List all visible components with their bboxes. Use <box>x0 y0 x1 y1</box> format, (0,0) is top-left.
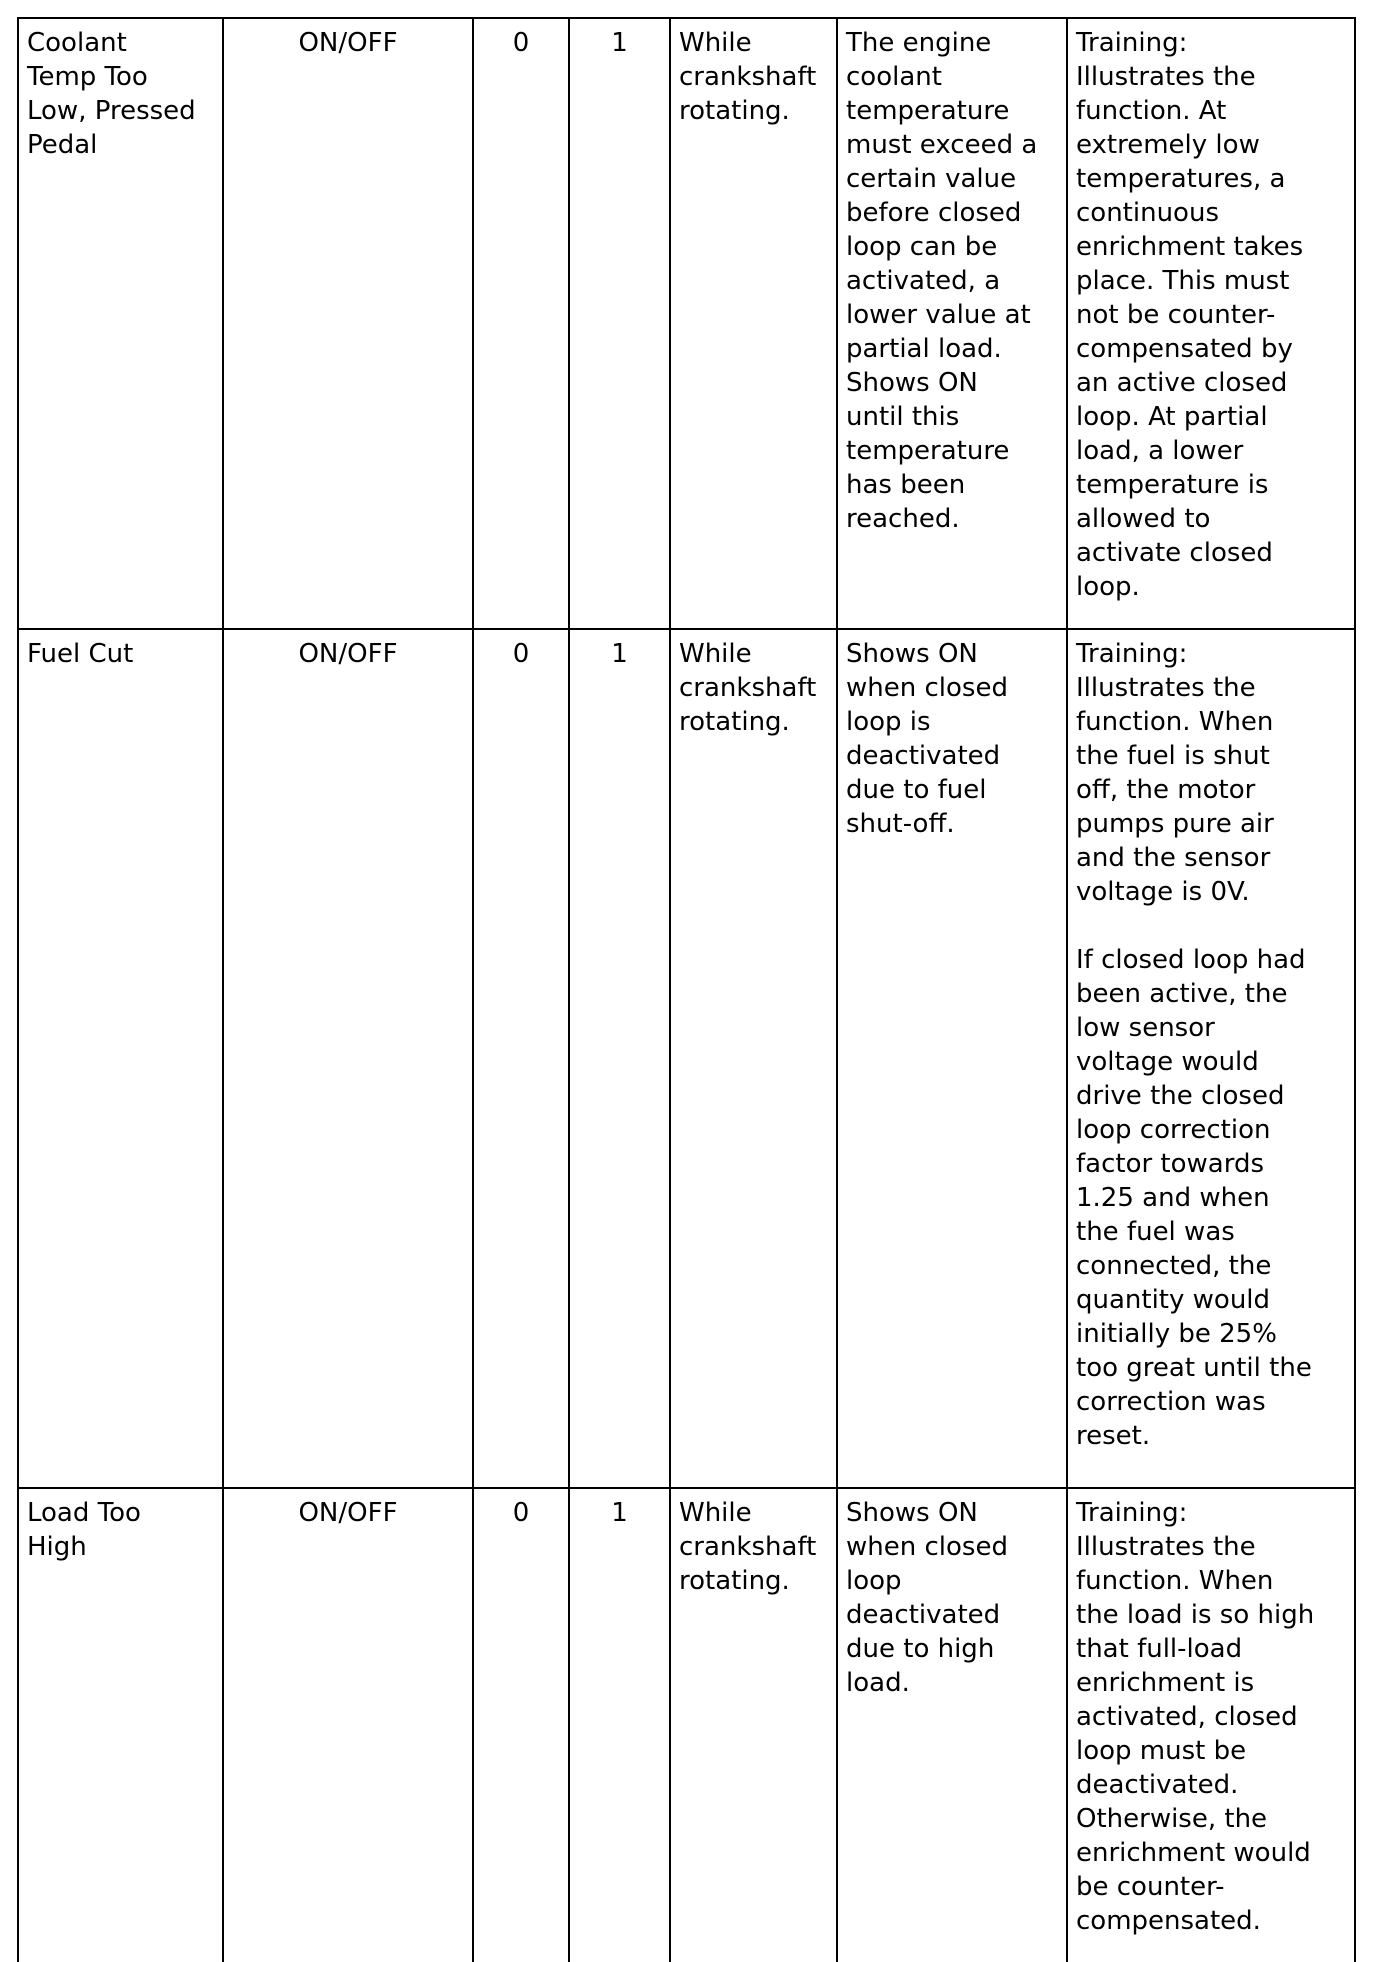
parameter-description-cell: The engine coolant temperature must exceed a certain value before closed loop can be activated, a lower value at partial load. Shows ON until this temperature has been reached. <box>837 18 1067 629</box>
parameter-note-cell: Training: Illustrates the function. When the load is so high that full-load enrichment is activated, closed loop must be deactivated. Otherwise, the enrichment would be counter- compensated. <box>1067 1488 1355 1962</box>
parameter-type-cell: ON/OFF <box>223 629 473 1488</box>
parameter-max-cell: 1 <box>569 629 670 1488</box>
parameter-max-cell: 1 <box>569 18 670 629</box>
parameter-description-cell: Shows ON when closed loop deactivated due to high load. <box>837 1488 1067 1962</box>
parameter-note-cell: Training: Illustrates the function. At extremely low temperatures, a continuous enrichment takes place. This must not be counter- compensated by an active closed loop. At partial load, a lower temperature is allowed to activate closed loop. <box>1067 18 1355 629</box>
parameter-min-cell: 0 <box>473 18 569 629</box>
parameter-min-cell: 0 <box>473 629 569 1488</box>
parameter-name-cell: Load Too High <box>18 1488 223 1962</box>
parameter-type-cell: ON/OFF <box>223 18 473 629</box>
parameter-max-cell: 1 <box>569 1488 670 1962</box>
parameter-type-cell: ON/OFF <box>223 1488 473 1962</box>
table-row <box>18 629 1355 1488</box>
parameter-name-cell: Coolant Temp Too Low, Pressed Pedal <box>18 18 223 629</box>
parameter-description-cell: Shows ON when closed loop is deactivated due to fuel shut-off. <box>837 629 1067 1488</box>
parameter-name-cell: Fuel Cut <box>18 629 223 1488</box>
parameter-condition-cell: While crankshaft rotating. <box>670 1488 837 1962</box>
table-row <box>18 18 1355 629</box>
parameter-condition-cell: While crankshaft rotating. <box>670 18 837 629</box>
parameter-condition-cell: While crankshaft rotating. <box>670 629 837 1488</box>
parameter-note-cell: Training: Illustrates the function. When the fuel is shut off, the motor pumps pure air and the sensor voltage is 0V. If closed loop had been active, the low sensor voltage would drive the closed loop correction factor towards 1.25 and when the fuel was connected, the quantity would initially be 25% too great until the correction was reset. <box>1067 629 1355 1488</box>
parameter-min-cell: 0 <box>473 1488 569 1962</box>
table-row <box>18 1488 1355 1962</box>
parameter-table <box>17 17 1356 1962</box>
